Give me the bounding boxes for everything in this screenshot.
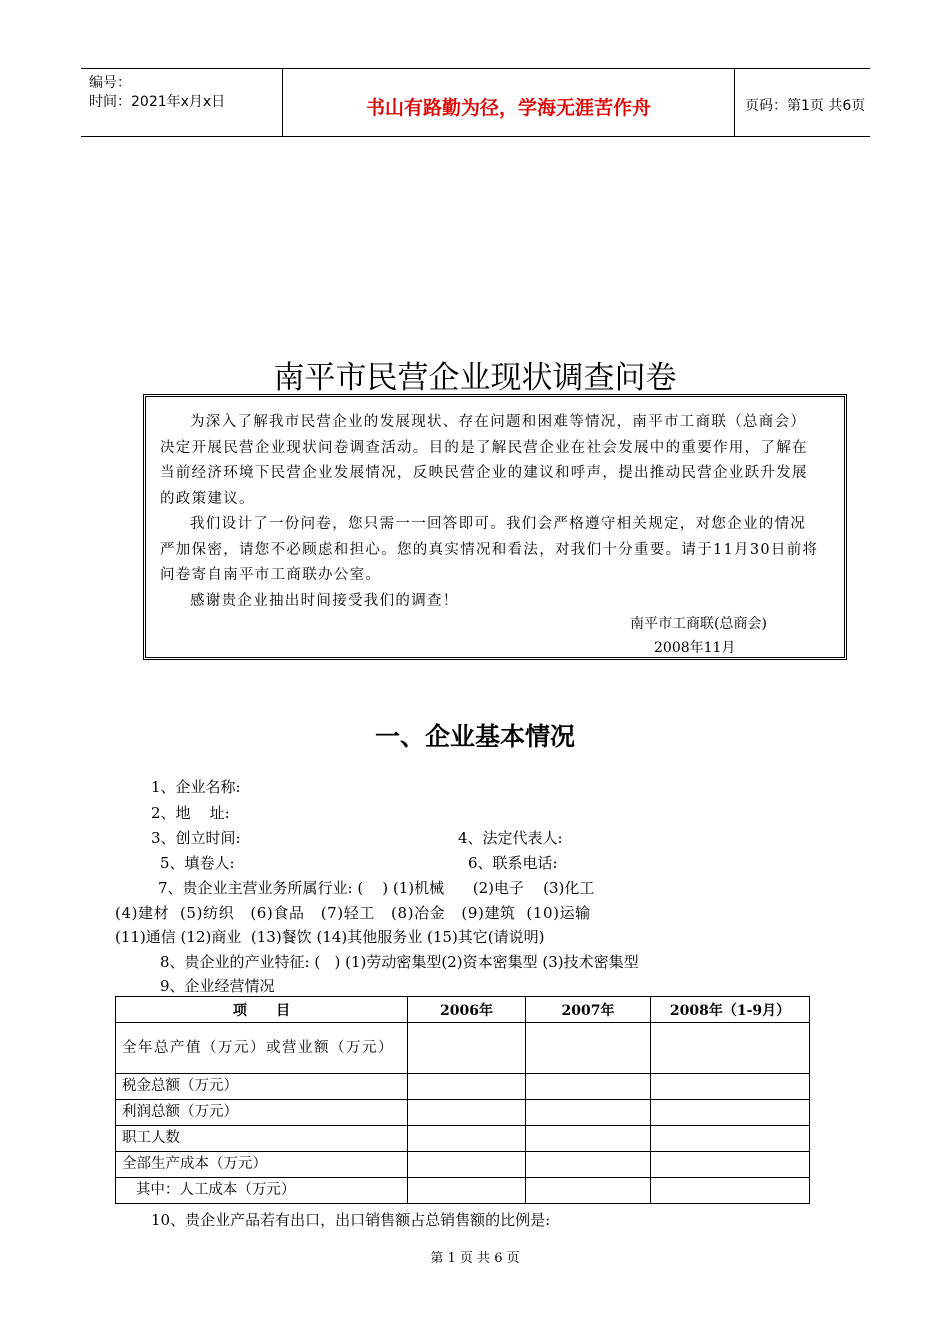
table-header-row [116,997,810,1023]
table-row [116,1126,810,1152]
page-number-label: 页码：第1页 共6页 [745,98,866,114]
table-header-cell: 项 目 [116,997,408,1023]
table-cell[interactable] [651,1152,810,1178]
section-heading: 一、企业基本情况 [374,722,575,751]
code-label: 编号： [89,75,131,91]
table-cell[interactable] [526,1074,651,1100]
question-filler: 5、填卷人: [160,854,235,872]
table-cell[interactable] [408,1074,526,1100]
table-cell[interactable] [526,1023,651,1074]
question-industry-line1: 7、贵企业主营业务所属行业: ( ) (1)机械 (2)电子 (3)化工 [158,879,595,897]
table-cell[interactable] [651,1023,810,1074]
question-business-status: 9、企业经营情况 [160,977,275,995]
table-row [116,1152,810,1178]
intro-box [143,394,847,660]
intro-paragraph-3: 感谢贵企业抽出时间接受我们的调查！ [190,593,459,609]
table-header-cell: 2006年 [408,997,526,1023]
intro-paragraph-2: 我们设计了一份问卷，您只需一一回答即可。我们会严格遵守相关规定，对您企业的情况严加保密，请您不必顾虑和担心。您的真实情况和看法，对我们十分重要。请于11月30日前将问卷寄自南平市工商联办公室。 [160,516,819,583]
table-cell[interactable] [408,1126,526,1152]
question-phone: 6、联系电话: [468,854,558,872]
table-cell[interactable] [651,1126,810,1152]
table-row-label: 职工人数 [116,1126,408,1152]
table-row [116,1178,810,1204]
table-header-cell: 2007年 [526,997,651,1023]
header-motto-cell [283,69,735,136]
question-company-name: 1、企业名称: [151,778,241,796]
table-cell[interactable] [408,1100,526,1126]
table-row-label: 全年总产值（万元）或营业额（万元） [116,1023,408,1074]
table-cell[interactable] [526,1126,651,1152]
motto-text: 书山有路勤为径，学海无涯苦作舟 [365,97,651,119]
table-cell[interactable] [651,1074,810,1100]
table-cell[interactable] [526,1178,651,1204]
table-cell[interactable] [526,1152,651,1178]
table-cell[interactable] [408,1023,526,1074]
question-legal-rep: 4、法定代表人: [458,829,563,847]
page-footer: 第 1 页 共 6 页 [430,1251,520,1266]
table-row [116,1100,810,1126]
question-industry-line3: (11)通信 (12)商业 (13)餐饮 (14)其他服务业 (15)其它(请说明) [115,928,545,946]
question-industry-line2: (4)建材 (5)纺织 (6)食品 (7)轻工 (8)冶金 (9)建筑 (10)运输 [115,904,591,922]
document-header [81,68,870,137]
table-row [116,1023,810,1074]
table-cell[interactable] [408,1152,526,1178]
header-page-cell [735,69,870,136]
header-meta-cell [81,69,283,136]
table-header-cell: 2008年（1-9月） [651,997,810,1023]
table-cell[interactable] [408,1178,526,1204]
business-status-table [115,996,810,1204]
question-export-ratio: 10、贵企业产品若有出口，出口销售额占总销售额的比例是: [151,1211,551,1229]
table-row [116,1074,810,1100]
signature-org: 南平市工商联(总商会) [630,616,767,632]
table-row-label: 税金总额（万元） [116,1074,408,1100]
time-label: 时间：2021年x月x日 [89,94,226,110]
page-title: 南平市民营企业现状调查问卷 [273,360,677,396]
table-cell[interactable] [526,1100,651,1126]
table-row-label: 利润总额（万元） [116,1100,408,1126]
question-address: 2、地 址: [151,804,230,822]
table-cell[interactable] [651,1100,810,1126]
question-industry-feature: 8、贵企业的产业特征: ( ) (1)劳动密集型(2)资本密集型 (3)技术密集型 [160,953,639,971]
question-founded-date: 3、创立时间: [151,829,241,847]
table-cell[interactable] [651,1178,810,1204]
table-row-label: 其中：人工成本（万元） [116,1178,408,1204]
intro-paragraph-1: 为深入了解我市民营企业的发展现状、存在问题和困难等情况，南平市工商联（总商会）决定开展民营企业现状问卷调查活动。目的是了解民营企业在社会发展中的重要作用，了解在当前经济环境下民营企业发展情况，反映民营企业的建议和呼声，提出推动民营企业跃升发展的政策建议。 [160,414,808,507]
signature-date: 2008年11月 [654,640,736,656]
table-row-label: 全部生产成本（万元） [116,1152,408,1178]
